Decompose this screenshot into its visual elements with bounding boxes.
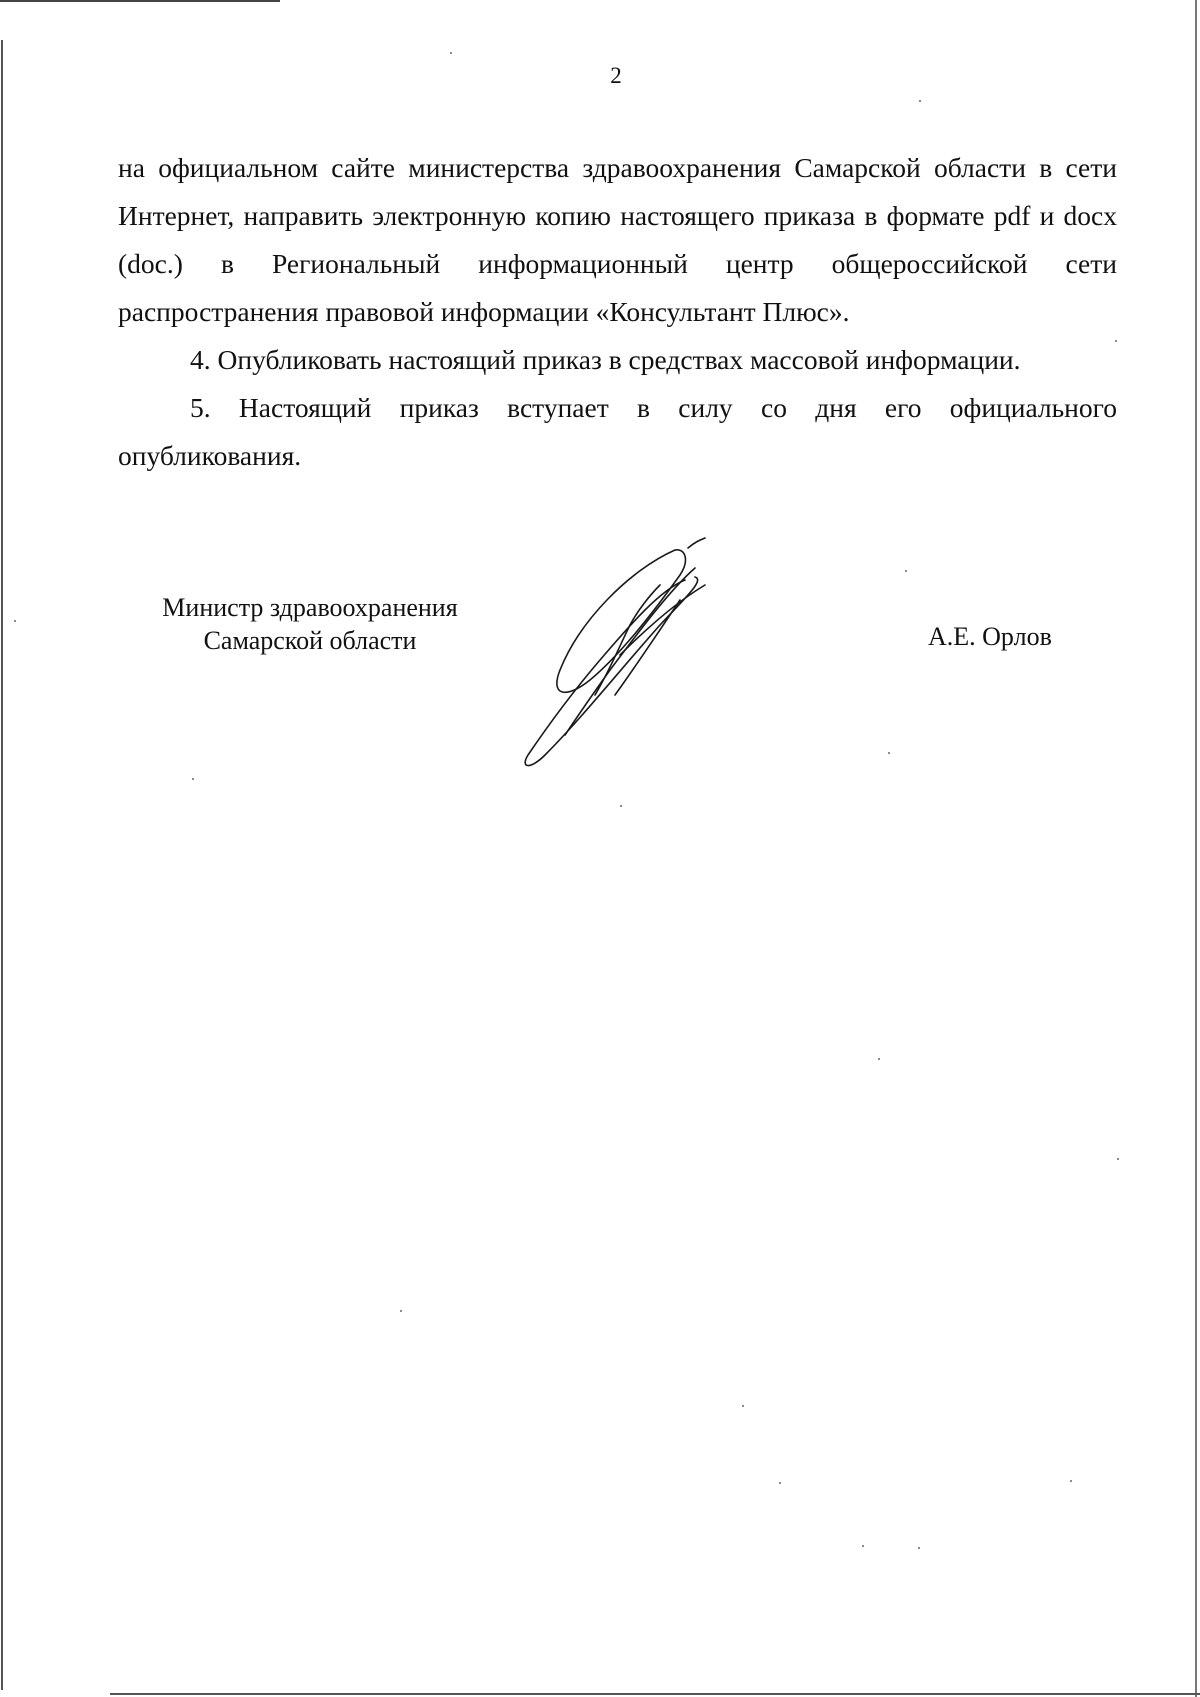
scan-speck [1117, 1158, 1119, 1160]
scan-speck [779, 1482, 781, 1484]
paragraph-3-continuation [118, 144, 1117, 336]
signer-name: А.Е. Орлов [928, 622, 1052, 651]
scan-speck [888, 752, 890, 754]
scan-speck [742, 1405, 744, 1407]
body-line: Интернет, направить электронную копию настоящего приказа в формате pdf и docx [118, 200, 1117, 231]
scan-edge-top [0, 0, 280, 2]
body-line: на официальном сайте министерства здравоохранения Самарской области в сети [118, 152, 1117, 183]
document-body [118, 144, 1117, 480]
scan-edge-right [1195, 0, 1197, 1697]
scan-speck [878, 1058, 880, 1060]
scan-speck [862, 1545, 864, 1547]
scan-speck [1115, 340, 1117, 342]
body-line: распространения правовой информации «Консультант Плюс». [118, 296, 850, 327]
scan-speck [450, 52, 452, 54]
scan-edge-left [1, 40, 3, 1690]
scan-speck [14, 620, 16, 622]
handwritten-signature [510, 530, 760, 780]
scan-speck [905, 570, 907, 572]
body-line: (doc.) в Региональный информационный центр общероссийской сети [118, 248, 1117, 279]
page-number: 2 [610, 63, 622, 88]
paragraph-item-4: 4. Опубликовать настоящий приказ в средствах массовой информации. [190, 344, 1021, 375]
paragraph-item-5 [118, 384, 1117, 480]
scan-speck [919, 100, 921, 102]
signatory-position [145, 591, 475, 657]
scan-speck [1070, 1480, 1072, 1482]
scan-edge-bottom [110, 1693, 1200, 1695]
scan-speck [400, 1310, 402, 1312]
scan-speck [918, 1547, 920, 1549]
body-line: 5. Настоящий приказ вступает в силу со дня его официального [190, 392, 1117, 423]
signatory-position-line: Министр здравоохранения [162, 593, 458, 622]
scan-speck [620, 805, 622, 807]
signatory-position-line: Самарской области [203, 626, 417, 655]
body-line: опубликования. [118, 440, 302, 471]
scan-speck [192, 778, 194, 780]
